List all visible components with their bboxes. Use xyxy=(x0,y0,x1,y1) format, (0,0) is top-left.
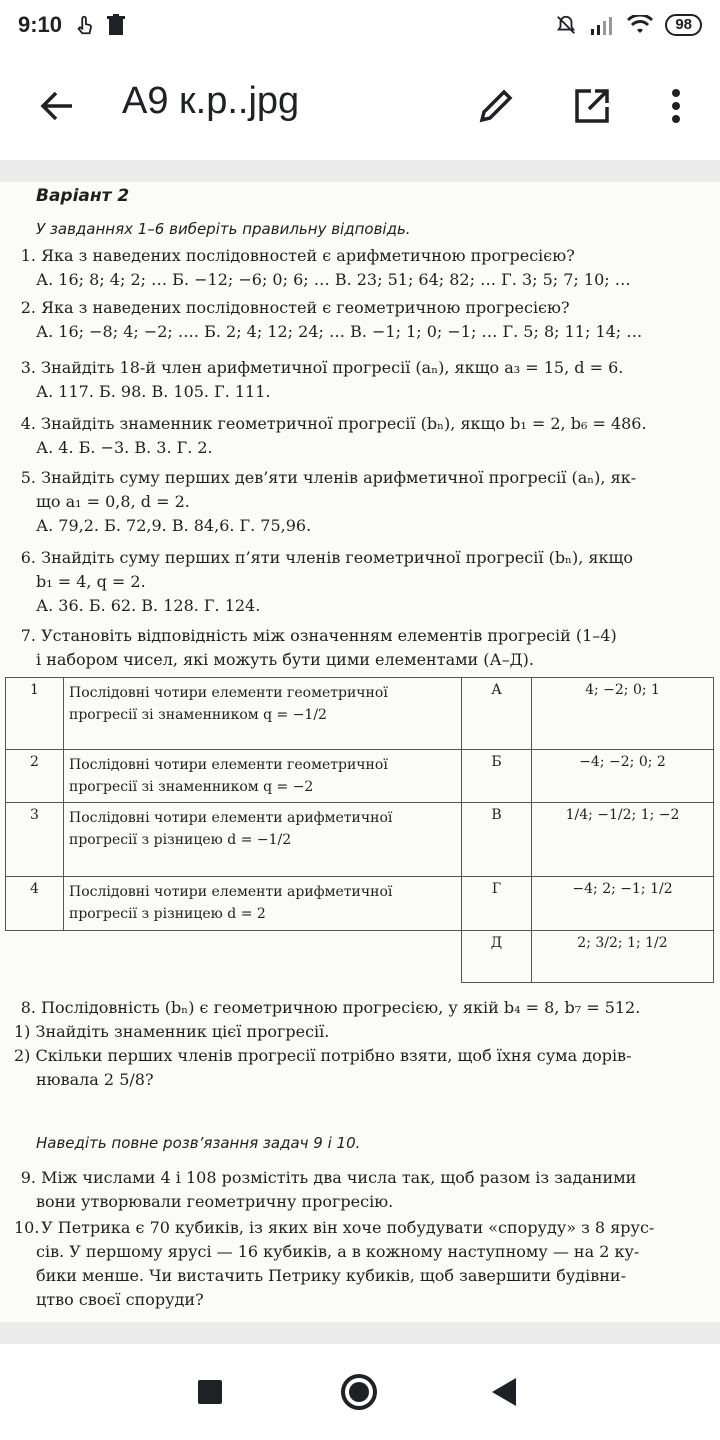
question-2: 2. Яка з наведених послідовностей є геометричною прогресією? А. 16; −8; 4; −2; …. Б. 2; 4; 12; 24; … В. −1; 1; 0; −1; … Г. 5; 8; 11; 14; … xyxy=(20,298,643,341)
battery-indicator: 98 xyxy=(665,14,702,36)
signal-icon xyxy=(589,15,615,35)
row-definition xyxy=(64,931,462,983)
row-number: 1 xyxy=(6,678,64,750)
back-button[interactable] xyxy=(34,84,78,128)
row-definition: Послідовні чотири елементи арифметичної прогресії з різницею d = −1/2 xyxy=(64,803,462,877)
matching-table xyxy=(5,677,714,983)
more-vert-icon xyxy=(671,88,681,124)
question-5: 5. Знайдіть суму перших дев’яти членів арифметичної прогресії (aₙ), як- що a₁ = 0,8, d = 2. А. 79,2. Б. 72,9. В. 84,6. Г. 75,96. xyxy=(20,468,637,535)
wifi-icon xyxy=(627,15,653,35)
row-definition: Послідовні чотири елементи арифметичної прогресії з різницею d = 2 xyxy=(64,877,462,931)
navigation-bar xyxy=(0,1344,720,1440)
row-letter: Б xyxy=(462,750,532,803)
task-note: Наведіть повне розв’язання задач 9 і 10. xyxy=(36,1134,361,1152)
row-number: 4 xyxy=(6,877,64,931)
arrow-back-icon xyxy=(38,88,74,124)
row-letter: Д xyxy=(462,931,532,983)
question-10: 10. У Петрика є 70 кубиків, із яких він хоче побудувати «споруду» з 8 ярус- сів. У першому ярусі — 16 кубиків, а в кожному наступному — на 2 ку- бики менше. Чи вистачить Петрику кубиків, щоб завершити будівни- цтво своєї споруди? xyxy=(14,1218,655,1309)
variant-heading: Варіант 2 xyxy=(36,186,130,206)
row-definition: Послідовні чотири елементи геометричної прогресії зі знаменником q = −2 xyxy=(64,750,462,803)
table-row xyxy=(6,803,714,877)
question-7: 7. Установіть відповідність між означенням елементів прогресій (1–4) і набором чисел, які можуть бути цими елементами (А–Д). xyxy=(20,626,617,669)
table-row xyxy=(6,877,714,931)
table-row xyxy=(6,750,714,803)
status-bar xyxy=(0,0,720,50)
open-in-new-icon xyxy=(573,87,611,125)
instruction-text: У завданнях 1–6 виберіть правильну відповідь. xyxy=(36,220,411,238)
row-values: 4; −2; 0; 1 xyxy=(532,678,714,750)
more-options-button[interactable] xyxy=(656,82,696,130)
open-with-button[interactable] xyxy=(568,82,616,130)
row-letter: А xyxy=(462,678,532,750)
document-image[interactable] xyxy=(0,182,720,1322)
row-number: 2 xyxy=(6,750,64,803)
row-number xyxy=(6,931,64,983)
table-row xyxy=(6,931,714,983)
file-title: A9 к.р..jpg xyxy=(122,80,300,122)
row-values: −4; 2; −1; 1/2 xyxy=(532,877,714,931)
notifications-off-icon xyxy=(555,14,577,36)
table-row xyxy=(6,678,714,750)
app-bar xyxy=(0,50,720,160)
question-9: 9. Між числами 4 і 108 розмістіть два числа так, щоб разом із заданими вони утворювали геометричну прогресію. xyxy=(20,1168,637,1211)
nav-back-button[interactable] xyxy=(492,1378,516,1406)
row-number: 3 xyxy=(6,803,64,877)
edit-button[interactable] xyxy=(472,82,520,130)
question-6: 6. Знайдіть суму перших п’яти членів геометричної прогресії (bₙ), якщо b₁ = 4, q = 2. А. 36. Б. 62. В. 128. Г. 124. xyxy=(20,548,633,615)
question-8: 8. Послідовність (bₙ) є геометричною прогресією, у якій b₄ = 8, b₇ = 512. 1) Знайдіть знаменник цієї прогресії. 2) Скільки перших членів прогресії потрібно взяти, щоб їхня сума дорів- нювала 2 5/8? xyxy=(14,998,641,1089)
question-1: 1. Яка з наведених послідовностей є арифметичною прогресією? А. 16; 8; 4; 2; … Б. −12; −6; 0; 6; … В. 23; 51; 64; 82; … Г. 3; 5; 7; 10; … xyxy=(20,246,631,289)
question-3: 3. Знайдіть 18-й член арифметичної прогресії (aₙ), якщо a₃ = 15, d = 6. А. 117. Б. 98. В. 105. Г. 111. xyxy=(20,358,624,401)
row-values: −4; −2; 0; 2 xyxy=(532,750,714,803)
recents-button[interactable] xyxy=(198,1380,222,1404)
status-time: 9:10 xyxy=(18,12,63,37)
row-letter: В xyxy=(462,803,532,877)
row-values: 1/4; −1/2; 1; −2 xyxy=(532,803,714,877)
row-values: 2; 3/2; 1; 1/2 xyxy=(532,931,714,983)
question-4: 4. Знайдіть знаменник геометричної прогресії (bₙ), якщо b₁ = 2, b₆ = 486. А. 4. Б. −3. В. 3. Г. 2. xyxy=(20,414,647,457)
trash-icon xyxy=(106,14,126,36)
row-letter: Г xyxy=(462,877,532,931)
home-button[interactable] xyxy=(341,1374,377,1410)
touch-gesture-icon xyxy=(74,14,96,36)
row-definition: Послідовні чотири елементи геометричної прогресії зі знаменником q = −1/2 xyxy=(64,678,462,750)
pencil-icon xyxy=(477,87,515,125)
